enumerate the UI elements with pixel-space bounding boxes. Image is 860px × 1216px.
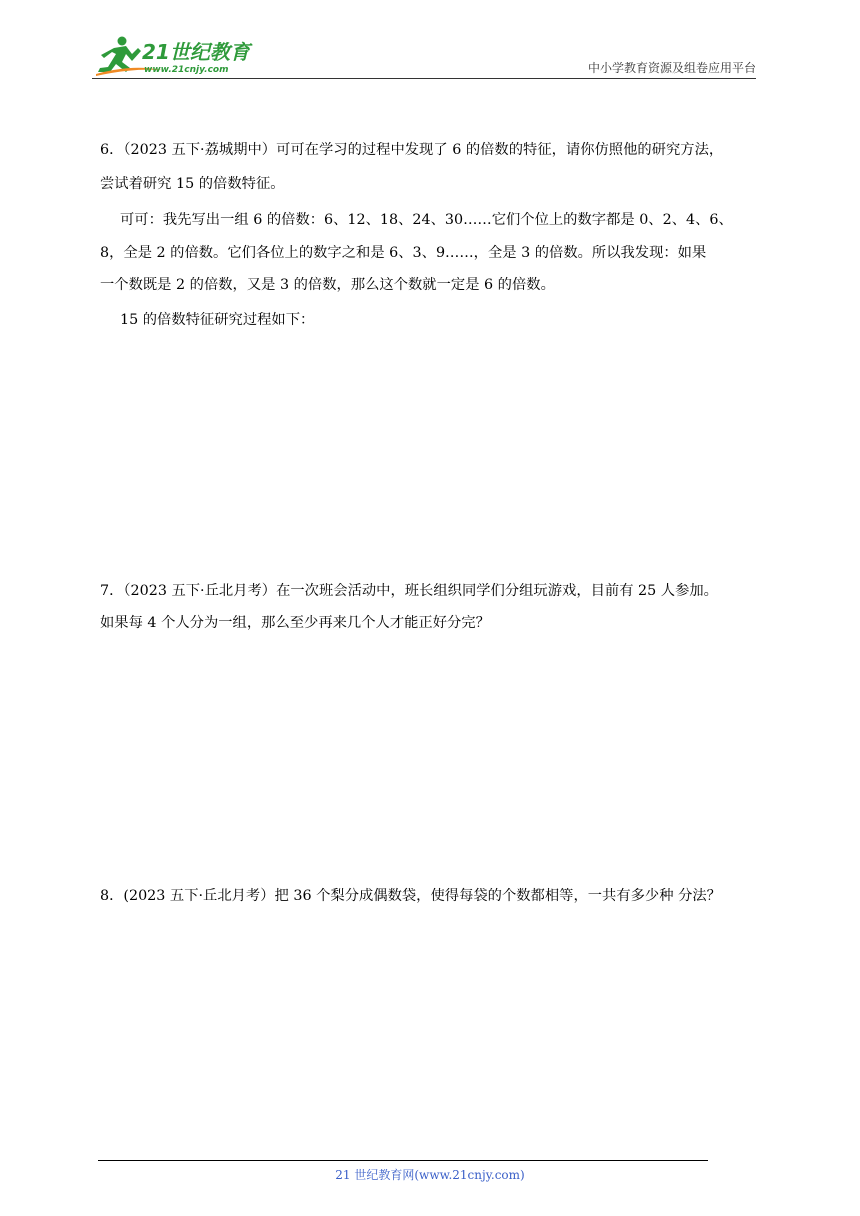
question-6-line-1: 6．（2023 五下·荔城期中）可可在学习的过程中发现了 6 的倍数的特征，请你仿照他的研究方法，: [100, 142, 724, 158]
footer-link[interactable]: 21 世纪教育网(www.21cnjy.com): [335, 1168, 525, 1182]
question-8-line-1: 8．(2023 五下·丘北月考）把 36 个梨分成偶数袋，使得每袋的个数都相等，一共有多少种 分法？: [100, 888, 721, 904]
runner-logo-icon: [92, 34, 262, 78]
site-logo: [92, 34, 262, 78]
logo-url-text: www.21cnjy.com: [144, 65, 229, 75]
question-6-prompt: 15 的倍数特征研究过程如下：: [120, 312, 315, 328]
question-6-material-1: 可可：我先写出一组 6 的倍数：6、12、18、24、30……它们个位上的数字都是 0、2、4、6、: [120, 212, 733, 228]
question-6-material-3: 一个数既是 2 的倍数，又是 3 的倍数，那么这个数就一定是 6 的倍数。: [100, 277, 555, 293]
question-6-material-2: 8，全是 2 的倍数。它们各位上的数字之和是 6、3、9……，全是 3 的倍数。所以我发现：如果: [100, 245, 707, 261]
logo-text: 21世纪教育: [142, 40, 250, 64]
platform-text: 中小学教育资源及组卷应用平台: [587, 61, 756, 75]
question-7-line-2: 如果每 4 个人分为一组，那么至少再来几个人才能正好分完？: [100, 615, 490, 631]
question-6-line-2: 尝试着研究 15 的倍数特征。: [100, 176, 285, 192]
question-7-line-1: 7．（2023 五下·丘北月考）在一次班会活动中，班长组织同学们分组玩游戏，目前有 25 人参加。: [100, 583, 718, 599]
footer-divider: [98, 1160, 708, 1161]
header-divider: [92, 78, 756, 79]
